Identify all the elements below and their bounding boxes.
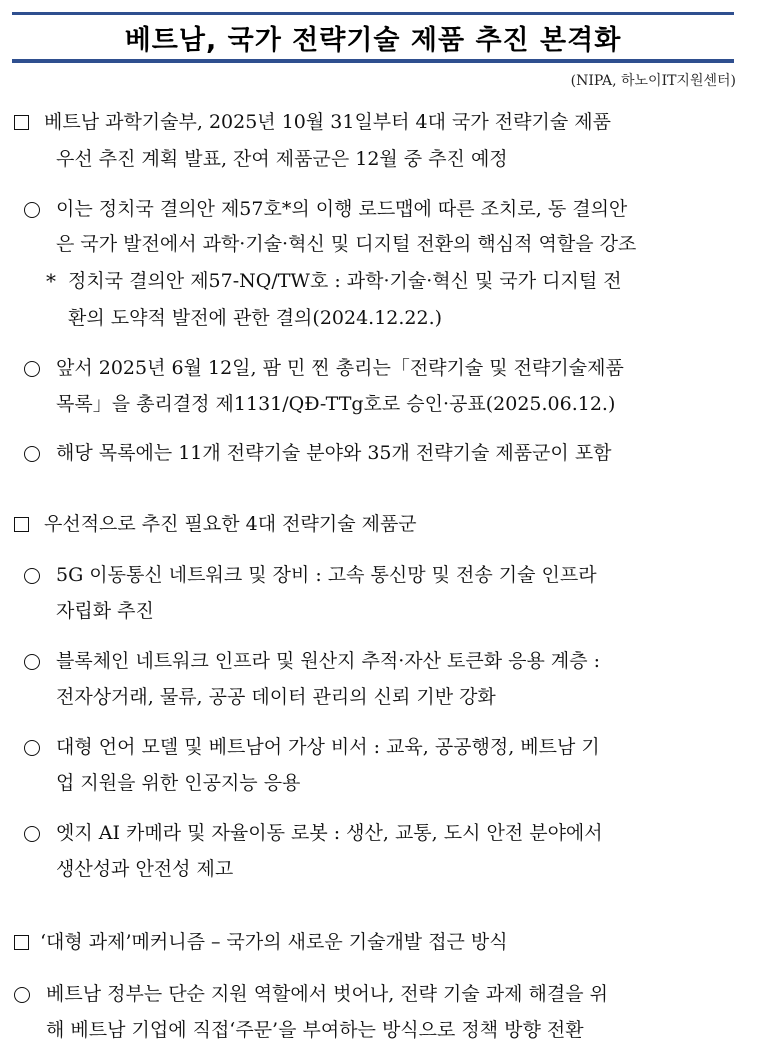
item-line: 5G 이동통신 네트워크 및 장비 : 고속 통신망 및 전송 기술 인프라: [56, 564, 597, 586]
circle-bullet-icon: [24, 740, 40, 756]
item-line: 앞서 2025년 6월 12일, 팜 민 찐 총리는「전략기술 및 전략기술제품: [56, 357, 624, 379]
heading-line: 베트남 과학기술부, 2025년 10월 31일부터 4대 국가 전략기술 제품: [44, 111, 611, 133]
circle-bullet-icon: [14, 987, 30, 1003]
square-bullet-icon: [14, 115, 29, 130]
heading-line: 우선 추진 계획 발표, 잔여 제품군은 12월 중 추진 예정: [56, 148, 508, 170]
item-line: 블록체인 네트워크 인프라 및 원산지 추적·자산 토큰화 응용 계층 :: [56, 650, 601, 672]
note-line: 환의 도약적 발전에 관한 결의(2024.12.22.): [68, 307, 443, 329]
circle-bullet-icon: [24, 568, 40, 584]
square-bullet-icon: [14, 517, 29, 532]
item-line: 이는 정치국 결의안 제57호*의 이행 로드맵에 따른 조치로, 동 결의안: [56, 198, 628, 220]
item-line: 해 베트남 기업에 직접‘주문’을 부여하는 방식으로 정책 방향 전환: [46, 1019, 584, 1041]
circle-bullet-icon: [24, 654, 40, 670]
item-line: 자립화 추진: [56, 600, 154, 622]
source-credit: (NIPA, 하노이IT지원센터): [570, 73, 736, 89]
heading-line: 우선적으로 추진 필요한 4대 전략기술 제품군: [44, 513, 417, 535]
item-line: 목록」을 총리결정 제1131/QĐ-TTg호로 승인·공표(2025.06.12.): [56, 393, 616, 415]
circle-bullet-icon: [24, 361, 40, 377]
item-line: 은 국가 발전에서 과학·기술·혁신 및 디지털 전환의 핵심적 역할을 강조: [56, 233, 637, 255]
title-banner: [12, 12, 734, 63]
item-line: 생산성과 안전성 제고: [56, 858, 234, 880]
asterisk-note-icon: *: [46, 269, 56, 293]
item-line: 해당 목록에는 11개 전략기술 분야와 35개 전략기술 제품군이 포함: [56, 442, 612, 464]
item-line: 전자상거래, 물류, 공공 데이터 관리의 신뢰 기반 강화: [56, 686, 496, 708]
item-line: 업 지원을 위한 인공지능 응용: [56, 772, 301, 794]
circle-bullet-icon: [24, 826, 40, 842]
circle-bullet-icon: [24, 446, 40, 462]
document-title: 베트남, 국가 전략기술 제품 추진 본격화: [124, 24, 622, 56]
item-line: 엣지 AI 카메라 및 자율이동 로봇 : 생산, 교통, 도시 안전 분야에서: [56, 822, 603, 844]
note-line: 정치국 결의안 제57-NQ/TW호 : 과학·기술·혁신 및 국가 디지털 전: [68, 270, 622, 292]
square-bullet-icon: [14, 935, 29, 950]
item-line: 베트남 정부는 단순 지원 역할에서 벗어나, 전략 기술 과제 해결을 위: [46, 983, 608, 1005]
circle-bullet-icon: [24, 202, 40, 218]
heading-line: ‘대형 과제’메커니즘 – 국가의 새로운 기술개발 접근 방식: [40, 931, 508, 953]
item-line: 대형 언어 모델 및 베트남어 가상 비서 : 교육, 공공행정, 베트남 기: [56, 736, 600, 758]
